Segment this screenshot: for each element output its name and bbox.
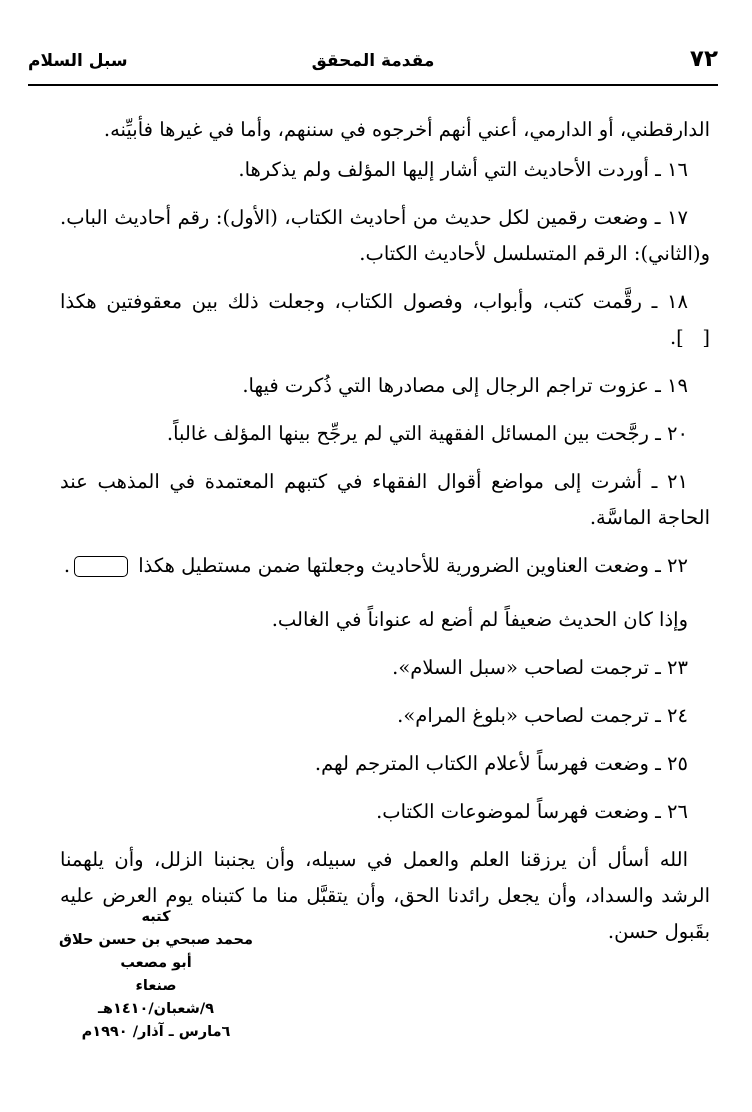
closing-prayer: الله أسأل أن يرزقنا العلم والعمل في سبيله، وأن يجنبنا الزلل، وأن يلهمنا الرشد والسداد، وأن يجعل رائدنا الحق، وأن يتقبَّل منا ما كتبناه يوم العرض عليه بقَبول حسن. (60, 848, 710, 943)
book-title: سبل السلام (28, 51, 128, 71)
intro-paragraph: الدارقطني، أو الدارمي، أعني أنهم أخرجوه في سننهم، وأما في غيرها فأبيِّنه. (103, 118, 710, 141)
list-item-25: ٢٥ ـ وضعت فهرساً لأعلام الكتاب المترجم لهم. (314, 752, 688, 775)
header-rule (28, 84, 718, 86)
page-body (60, 112, 710, 962)
list-item-21: ٢١ ـ أشرت إلى مواضع أقوال الفقهاء في كتبهم المعتمدة في المذهب عند الحاجة الماسَّة. (60, 470, 710, 529)
hijri-date: ٩/شعبان/١٤١٠هـ (97, 1001, 215, 1017)
list-item-20: ٢٠ ـ رجَّحت بين المسائل الفقهية التي لم يرجِّح بينها المؤلف غالباً. (166, 422, 688, 445)
list-item-24: ٢٤ ـ ترجمت لصاحب «بلوغ المرام». (397, 704, 688, 727)
signature-wrote: كتبه (141, 909, 171, 925)
list-item-19: ١٩ ـ عزوت تراجم الرجال إلى مصادرها التي ذُكرت فيها. (242, 374, 688, 397)
list-item-17: ١٧ ـ وضعت رقمين لكل حديث من أحاديث الكتاب، (الأول): رقم أحاديث الباب. و(الثاني): الرقم المتسلسل لأحاديث الكتاب. (60, 206, 710, 265)
rounded-rectangle-sample (74, 556, 128, 577)
page-header (28, 44, 718, 88)
list-item-22 (60, 548, 710, 584)
list-item-22-end: . (63, 554, 71, 577)
signature-block (36, 906, 276, 1044)
list-item-22-text: ٢٢ ـ وضعت العناوين الضرورية للأحاديث وجعلتها ضمن مستطيل هكذا (138, 554, 688, 577)
list-item-26: ٢٦ ـ وضعت فهرساً لموضوعات الكتاب. (376, 800, 688, 823)
signature-place: صنعاء (135, 978, 177, 994)
author-name: محمد صبحي بن حسن حلاق (59, 932, 253, 948)
page-number: ٧٢ (689, 46, 718, 72)
list-item-23: ٢٣ ـ ترجمت لصاحب «سبل السلام». (392, 656, 688, 679)
list-item-16: ١٦ ـ أوردت الأحاديث التي أشار إليها المؤلف ولم يذكرها. (238, 158, 688, 181)
bracket-sample: [ ]. (669, 326, 710, 349)
author-kunya: أبو مصعب (120, 955, 192, 971)
chapter-title: مقدمة المحقق (311, 51, 435, 71)
gregorian-date: ٦مارس ـ آذار/ ١٩٩٠م (81, 1024, 231, 1040)
weak-hadith-note: وإذا كان الحديث ضعيفاً لم أضع له عنواناً في الغالب. (271, 608, 688, 631)
list-item-18-text: ١٨ ـ رقَّمت كتب، وأبواب، وفصول الكتاب، وجعلت ذلك بين معقوفتين هكذا (60, 290, 688, 313)
list-item-18 (60, 284, 710, 356)
